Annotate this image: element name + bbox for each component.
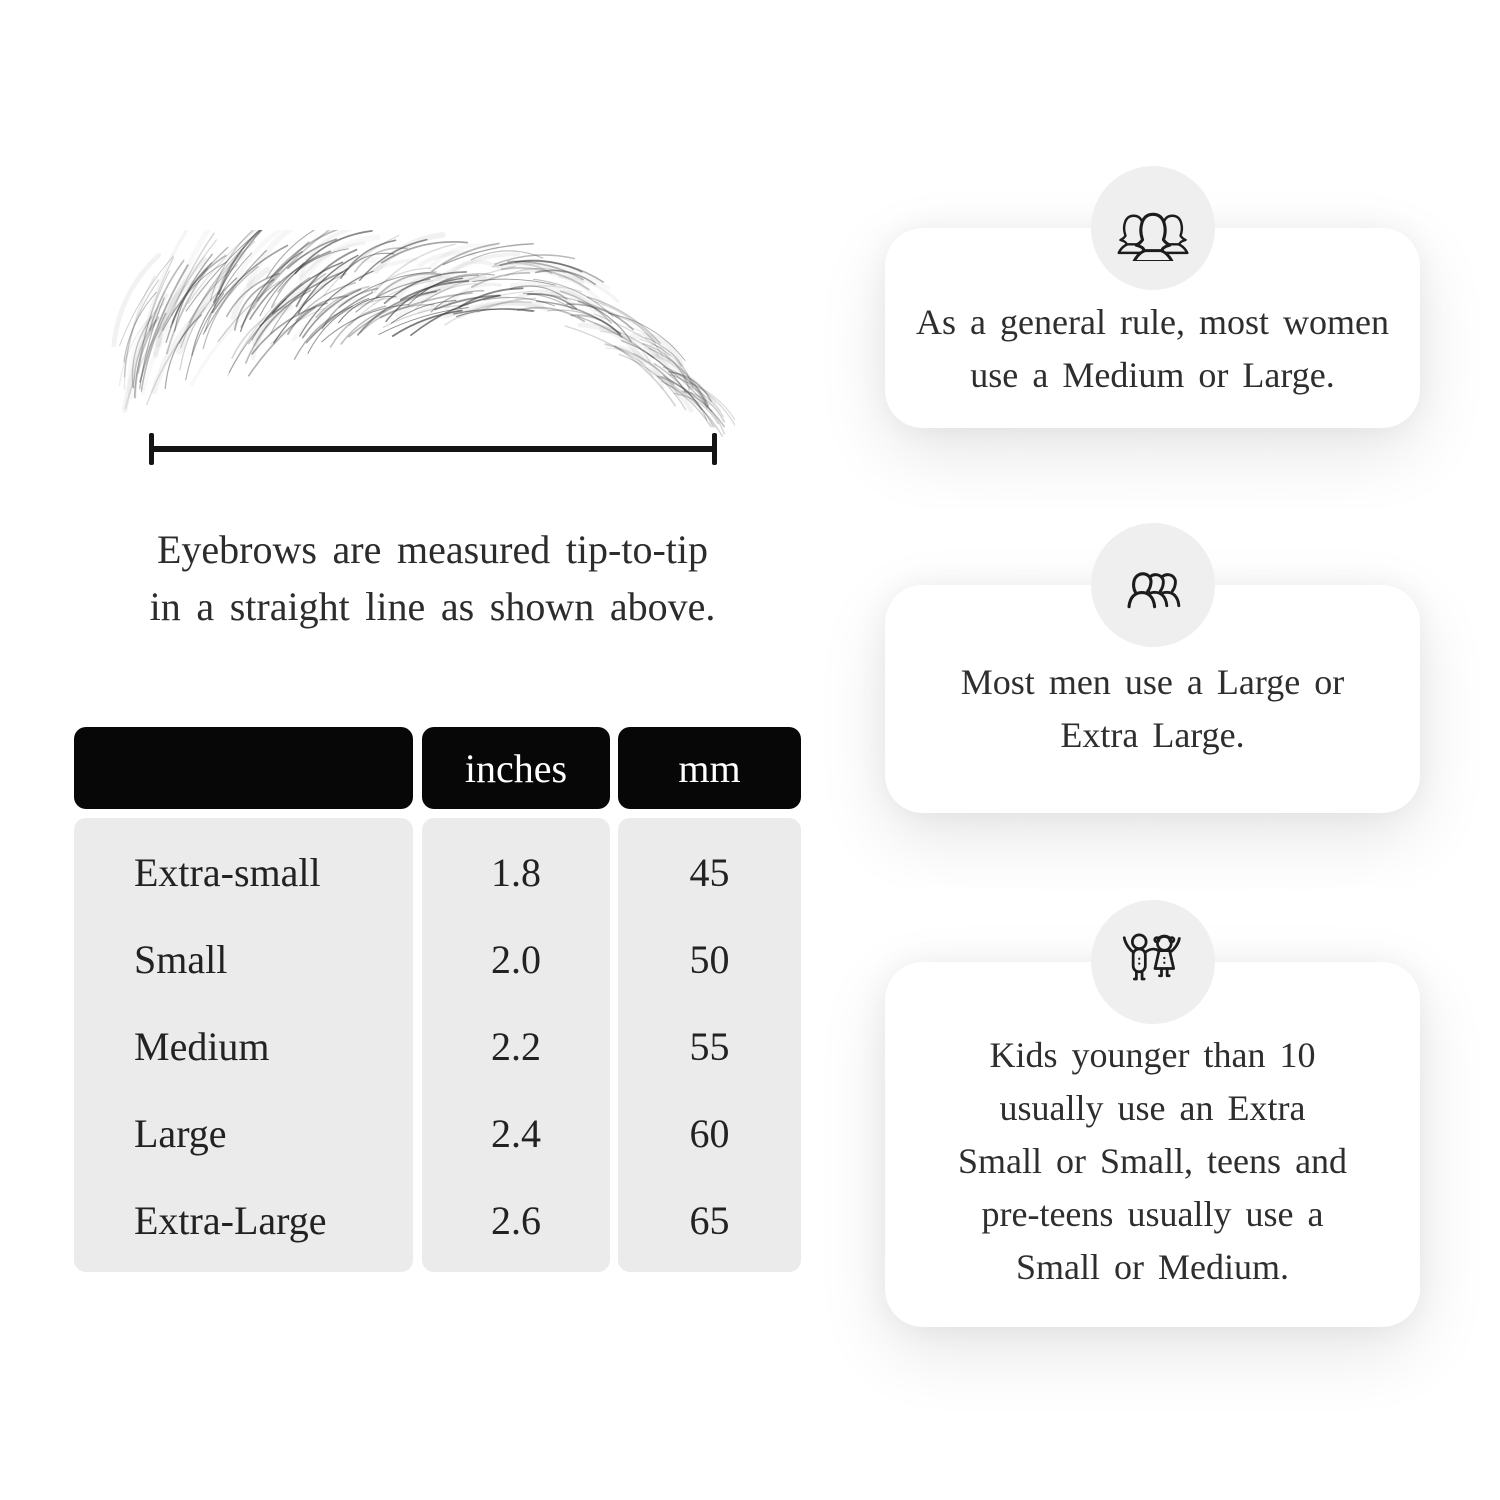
men-group-icon bbox=[1109, 554, 1197, 616]
kids-advice-text bbox=[885, 995, 1420, 1294]
cell-inches: 2.4 bbox=[491, 1110, 541, 1156]
text-line: As a general rule, most women bbox=[915, 302, 1390, 342]
text-line: Small or Medium. bbox=[1015, 1247, 1290, 1287]
cell-mm: 50 bbox=[689, 937, 730, 983]
text-line: Eyebrows are measured tip-to-tip bbox=[156, 527, 709, 572]
cell-mm: 55 bbox=[689, 1023, 730, 1069]
table-header-inches-cell: inches bbox=[422, 727, 610, 809]
cell-inches: 2.6 bbox=[491, 1197, 541, 1243]
table-row bbox=[74, 1110, 801, 1154]
kids-icon bbox=[1112, 928, 1194, 996]
eyebrow-illustration bbox=[95, 230, 735, 440]
cell-inches: 1.8 bbox=[491, 850, 541, 896]
size-table-rows bbox=[74, 818, 801, 1272]
measurement-line-bar bbox=[151, 446, 715, 452]
cell-mm: 45 bbox=[689, 850, 730, 896]
women-advice-card bbox=[885, 228, 1420, 428]
text-line: pre-teens usually use a bbox=[981, 1194, 1324, 1234]
text-line: use a Medium or Large. bbox=[970, 355, 1335, 395]
table-row bbox=[74, 1197, 801, 1241]
text-line: Small or Small, teens and bbox=[957, 1141, 1348, 1181]
cell-mm: 60 bbox=[689, 1110, 730, 1156]
women-group-icon bbox=[1111, 195, 1195, 261]
table-row bbox=[74, 1023, 801, 1067]
cell-inches: 2.0 bbox=[491, 937, 541, 983]
cell-mm: 65 bbox=[689, 1197, 730, 1243]
kids-advice-card bbox=[885, 962, 1420, 1327]
table-header-mm-cell: mm bbox=[618, 727, 801, 809]
cell-size: Large bbox=[134, 1110, 227, 1156]
table-row bbox=[74, 936, 801, 983]
text-line: Most men use a Large or bbox=[960, 662, 1345, 702]
kids-icon-circle bbox=[1091, 900, 1215, 1024]
text-line: Extra Large. bbox=[1060, 715, 1245, 755]
text-line: usually use an Extra bbox=[999, 1088, 1306, 1128]
measurement-caption bbox=[85, 521, 780, 635]
table-row bbox=[74, 849, 801, 896]
cell-size: Small bbox=[134, 937, 228, 983]
text-line: Kids younger than 10 bbox=[989, 1035, 1316, 1075]
men-icon-circle bbox=[1091, 523, 1215, 647]
measurement-line bbox=[149, 433, 717, 465]
text-line: in a straight line as shown above. bbox=[149, 584, 716, 629]
cell-inches: 2.2 bbox=[491, 1023, 541, 1069]
men-advice-text bbox=[885, 636, 1420, 762]
cell-size: Medium bbox=[134, 1023, 270, 1069]
men-advice-card bbox=[885, 585, 1420, 813]
cell-size: Extra-Large bbox=[134, 1197, 327, 1243]
cell-size: Extra-small bbox=[134, 850, 321, 896]
measurement-line-right-cap bbox=[712, 433, 717, 465]
table-header-size-cell bbox=[74, 727, 413, 809]
women-icon-circle bbox=[1091, 166, 1215, 290]
